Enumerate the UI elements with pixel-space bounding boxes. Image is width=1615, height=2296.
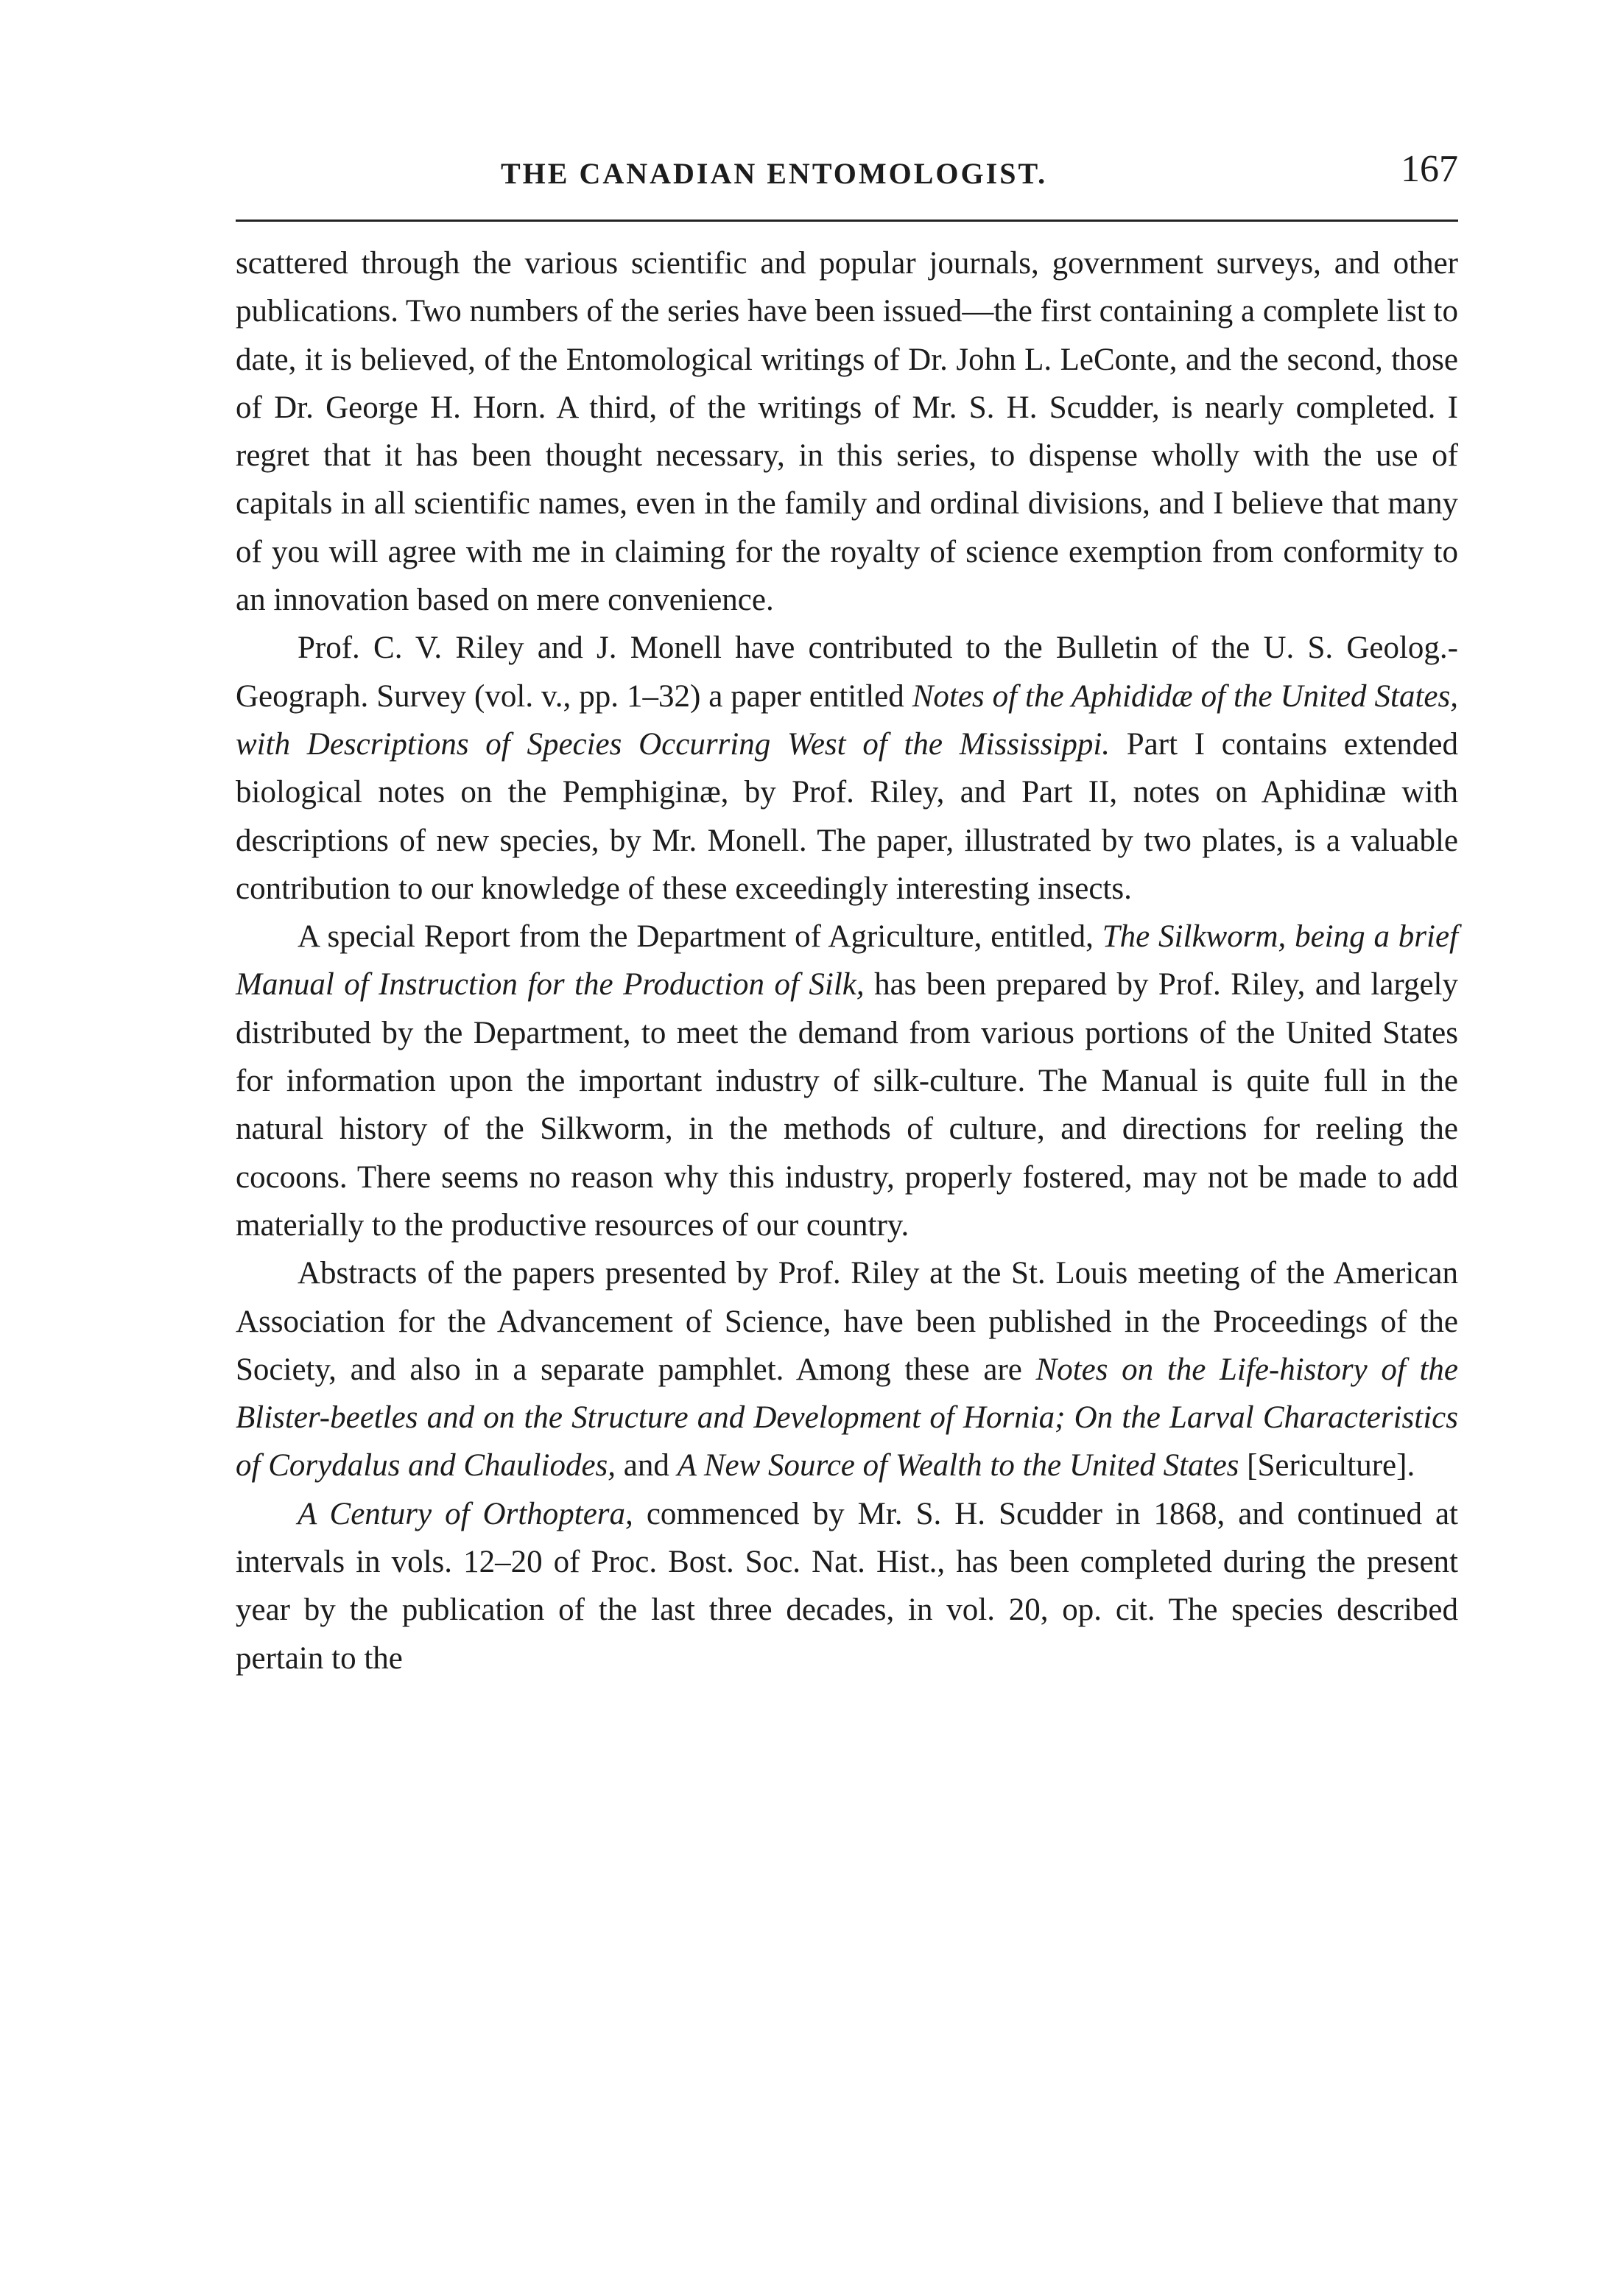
- paragraph-2-title: Notes of the Aphididæ of the United States, with Descriptions of Species Occurring West of the Mississippi.: [236, 678, 1458, 762]
- running-title: THE CANADIAN ENTOMOLOGIST.: [501, 157, 1048, 190]
- paragraph-3-title: The Silkworm, being a brief Manual of Instruction for the Production of Silk,: [236, 919, 1458, 1003]
- paragraph-2-text-c: Part I contains extended biological notes on the Pemphiginæ, by Prof. Riley, and Part II, notes on Aphidinæ with descriptions of new species, by Mr. Monell. The paper, illustrated by two plates, is a valuable contribution to our knowledge of these exceedingly interesting insects.: [236, 726, 1458, 906]
- header-rule: [236, 220, 1458, 222]
- paragraph-4-text-e: [Sericulture].: [1239, 1448, 1415, 1484]
- paragraph-4-text-c: and: [616, 1448, 678, 1484]
- paragraph-3: [236, 913, 1458, 1249]
- page-number: 167: [1401, 148, 1458, 190]
- paragraph-4-text-a: Abstracts of the papers presented by Prof. Riley at the St. Louis meeting of the American Association for the Advancement of Science, have been published in the Proceedings of the Society, and also in a separate pamphlet. Among these are: [236, 1256, 1458, 1387]
- paragraph-2: [236, 624, 1458, 913]
- paragraph-3-text-a: A special Report from the Department of Agriculture, entitled,: [298, 919, 1102, 955]
- body-text: [236, 239, 1458, 1682]
- running-head: [236, 140, 1458, 199]
- paragraph-1: scattered through the various scientific and popular journals, government surveys, and other publications. Two numbers of the series have been issued—the first containing a complete list to date, it is believed, of the Entomological writings of Dr. John L. LeConte, and the second, those of Dr. George H. Horn. A third, of the writings of Mr. S. H. Scudder, is nearly completed. I regret that it has been thought necessary, in this series, to dispense wholly with the use of capitals in all scientific names, even in the family and ordinal divisions, and I believe that many of you will agree with me in claiming for the royalty of science exemption from conformity to an innovation based on mere convenience.: [236, 246, 1458, 618]
- paragraph-5-text-b: commenced by Mr. S. H. Scudder in 1868, and continued at intervals in vols. 12–20 of Proc. Bost. Soc. Nat. Hist., has been completed during the present year by the publication of the last three decades, in vol. 20, op. cit. The species described pertain to the: [236, 1496, 1458, 1676]
- paragraph-4-title-1: Notes on the Life-history of the Blister-beetles and on the Structure and Development of Hornia; On the Larval Characteristics of Corydalus and Chauliodes,: [236, 1352, 1458, 1484]
- paragraph-5-title: A Century of Orthoptera,: [298, 1496, 633, 1531]
- paragraph-2-text-a: Prof. C. V. Riley and J. Monell have contributed to the Bulletin of the U. S. Geolog.-Geograph. Survey (vol. v., pp. 1–32) a paper entitled: [236, 631, 1458, 714]
- paragraph-4: [236, 1249, 1458, 1489]
- paragraph-3-text-c: has been prepared by Prof. Riley, and largely distributed by the Department, to meet the demand from various portions of the United States for information upon the important industry of silk-culture. The Manual is quite full in the natural history of the Silkworm, in the methods of culture, and directions for reeling the cocoons. There seems no reason why this industry, properly fostered, may not be made to add materially to the productive resources of our country.: [236, 967, 1458, 1243]
- paragraph-5: [236, 1490, 1458, 1682]
- paragraph-4-title-2: A New Source of Wealth to the United States: [677, 1448, 1239, 1484]
- document-page: [236, 140, 1458, 1682]
